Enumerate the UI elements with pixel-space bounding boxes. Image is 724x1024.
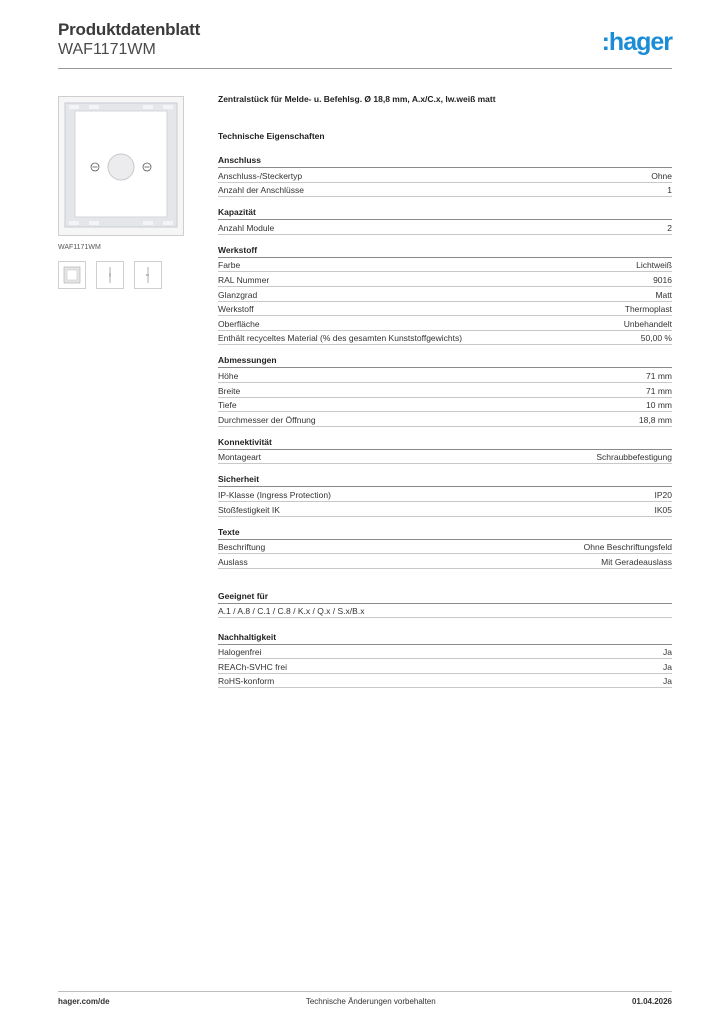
spec-section <box>218 205 672 235</box>
cover-plate-image[interactable] <box>58 96 184 236</box>
sustainability-row <box>218 645 672 660</box>
suitable-value: A.1 / A.8 / C.1 / C.8 / K.x / Q.x / S.x/B.x <box>218 604 672 618</box>
page-header <box>58 20 672 68</box>
sustainability-section <box>218 630 672 689</box>
spec-value: Ja <box>663 647 672 658</box>
spec-row <box>218 302 672 317</box>
spec-value: Ja <box>663 676 672 687</box>
spec-label: Anzahl Module <box>218 222 275 233</box>
spec-label: RAL Nummer <box>218 274 270 285</box>
thumbnail-strip <box>58 261 186 289</box>
section-title: Kapazität <box>218 205 672 220</box>
spec-label: Durchmesser der Öffnung <box>218 414 316 425</box>
document-date: 01.04.2026 <box>631 997 672 1006</box>
spec-row <box>218 220 672 235</box>
footer-divider <box>58 991 672 992</box>
disclaimer: Technische Änderungen vorbehalten <box>305 997 436 1006</box>
suitable-section <box>218 589 672 618</box>
front-thumb-drawing <box>59 262 85 288</box>
technical-sections <box>218 153 672 569</box>
spec-value: Ohne Beschriftungsfeld <box>583 542 672 553</box>
spec-label: Halogenfrei <box>218 647 262 658</box>
spec-row <box>218 554 672 569</box>
spec-label: Montageart <box>218 452 261 463</box>
spec-row <box>218 412 672 427</box>
section-title: Werkstoff <box>218 243 672 258</box>
spec-value: 2 <box>667 222 672 233</box>
section-title: Konnektivität <box>218 435 672 450</box>
section-title: Nachhaltigkeit <box>218 630 672 645</box>
spec-row <box>218 450 672 465</box>
spec-label: Anzahl der Anschlüsse <box>218 185 304 196</box>
document-title: Produktdatenblatt <box>58 20 201 39</box>
spec-row <box>218 272 672 287</box>
spec-value: Ohne <box>651 170 672 181</box>
spec-section <box>218 472 672 516</box>
section-title: Sicherheit <box>218 472 672 487</box>
spec-label: Werkstoff <box>218 304 254 315</box>
spec-label: Breite <box>218 385 241 396</box>
spec-row <box>218 398 672 413</box>
spec-value: 10 mm <box>646 400 672 411</box>
spec-value: Ja <box>663 661 672 672</box>
spec-label: Anschluss-/Steckertyp <box>218 170 303 181</box>
spec-label: Beschriftung <box>218 542 266 553</box>
product-description: Zentralstück für Melde- u. Befehlsg. Ø 18,8 mm, A.x/C.x, lw.weiß matt <box>218 94 496 104</box>
spec-row <box>218 368 672 383</box>
spec-value: Schraubbefestigung <box>596 452 672 463</box>
spec-label: Höhe <box>218 370 239 381</box>
section-title: Texte <box>218 525 672 540</box>
spec-section <box>218 525 672 569</box>
spec-label: Tiefe <box>218 400 237 411</box>
spec-value: Mit Geradeauslass <box>601 556 672 567</box>
spec-label: Farbe <box>218 260 241 271</box>
spec-row <box>218 287 672 302</box>
spec-value: IP20 <box>654 489 672 500</box>
spec-value: 1 <box>667 185 672 196</box>
spec-section <box>218 243 672 346</box>
spec-label: Stoßfestigkeit IK <box>218 504 280 515</box>
section-title: Anschluss <box>218 153 672 168</box>
spec-value: 71 mm <box>646 385 672 396</box>
spec-value: Lichtweiß <box>636 260 672 271</box>
side-thumb-drawing <box>97 262 123 288</box>
spec-value: Matt <box>655 289 672 300</box>
spec-row <box>218 316 672 331</box>
spec-row <box>218 540 672 555</box>
cover-plate-drawing <box>59 97 183 235</box>
spec-row <box>218 258 672 273</box>
hager-logo: :hager <box>601 28 672 56</box>
spec-row <box>218 331 672 346</box>
spec-row <box>218 168 672 183</box>
spec-label: REACh-SVHC frei <box>218 661 287 672</box>
spec-value: Thermoplast <box>624 304 672 315</box>
side-thumb-2-drawing <box>135 262 161 288</box>
spec-row <box>218 502 672 517</box>
spec-row <box>218 183 672 198</box>
spec-label: RoHS-konform <box>218 676 275 687</box>
spec-label: Glanzgrad <box>218 289 258 300</box>
spec-value: IK05 <box>654 504 672 515</box>
image-caption: WAF1171WM <box>58 244 101 251</box>
spec-value: 50,00 % <box>640 333 672 344</box>
front-view-thumb[interactable] <box>58 261 86 289</box>
product-code: WAF1171WM <box>58 41 156 58</box>
product-images <box>58 96 186 289</box>
side-view-thumb-2[interactable] <box>134 261 162 289</box>
page-footer <box>58 997 672 1006</box>
spec-section <box>218 353 672 426</box>
spec-row <box>218 383 672 398</box>
header-divider <box>58 68 672 69</box>
spec-section <box>218 153 672 197</box>
spec-row <box>218 487 672 502</box>
side-view-thumb[interactable] <box>96 261 124 289</box>
website-link[interactable]: hager.com/de <box>58 997 110 1006</box>
spec-label: IP-Klasse (Ingress Protection) <box>218 489 331 500</box>
spec-label: Oberfläche <box>218 318 260 329</box>
sustainability-row <box>218 659 672 674</box>
sustainability-row <box>218 674 672 689</box>
section-title: Geeignet für <box>218 589 672 604</box>
spec-value: 9016 <box>653 274 672 285</box>
spec-label: Auslass <box>218 556 248 567</box>
section-title: Abmessungen <box>218 353 672 368</box>
product-details <box>218 94 672 696</box>
spec-value: 71 mm <box>646 370 672 381</box>
spec-label: Enthält recyceltes Material (% des gesamten Kunststoffgewichts) <box>218 333 463 344</box>
technical-properties-title: Technische Eigenschaften <box>218 131 325 141</box>
spec-value: Unbehandelt <box>623 318 672 329</box>
spec-value: 18,8 mm <box>638 414 672 425</box>
spec-section <box>218 435 672 465</box>
